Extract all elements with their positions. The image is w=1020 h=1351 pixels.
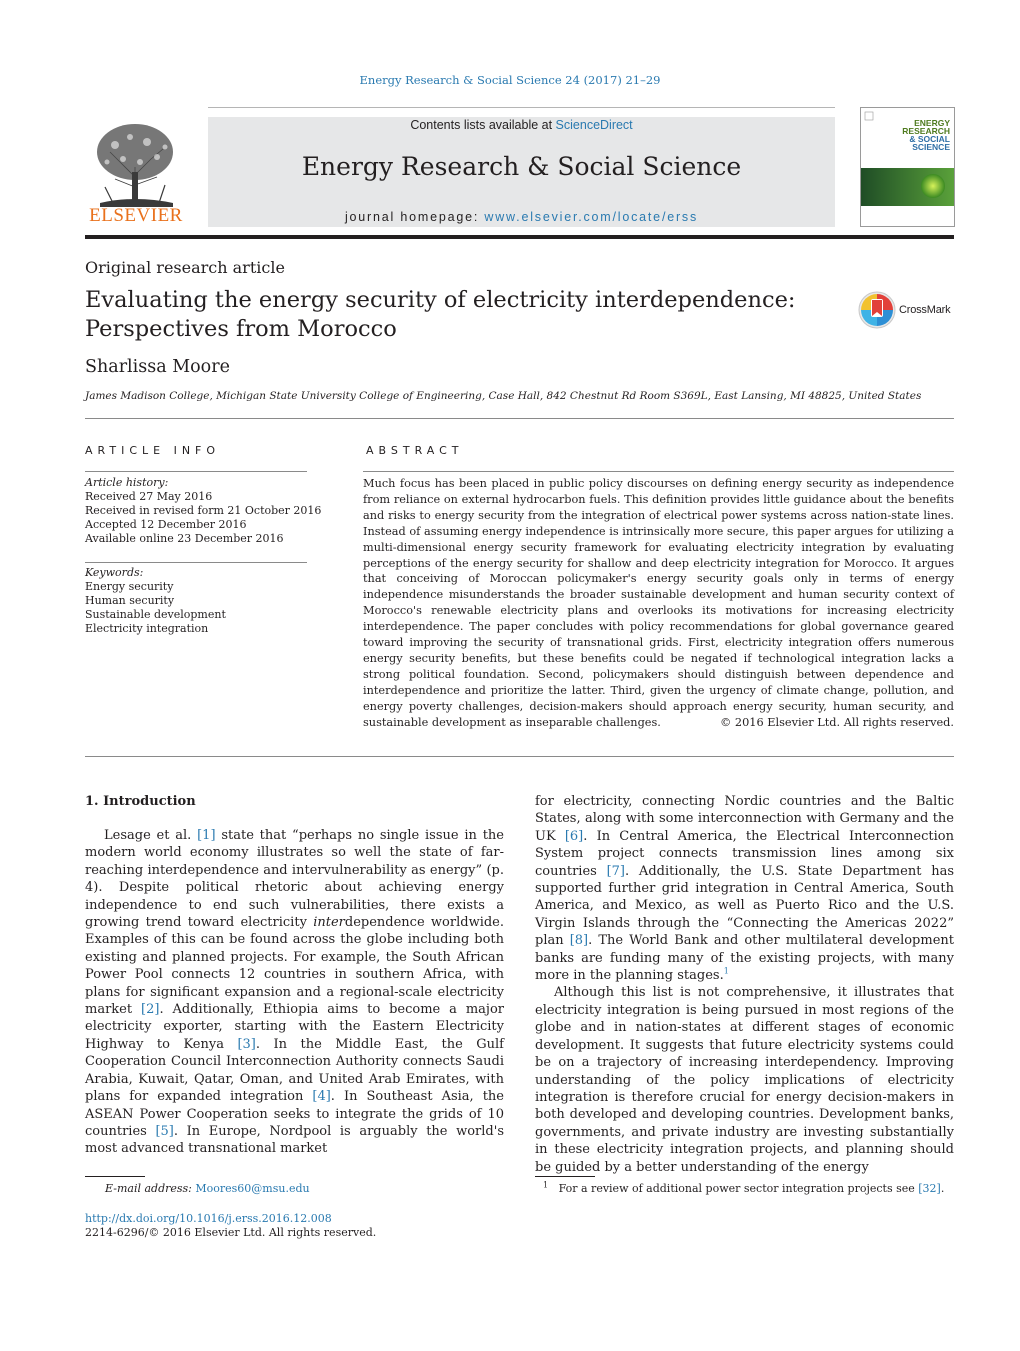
header-thick-rule bbox=[85, 235, 954, 239]
article-info-heading: ARTICLE INFO bbox=[85, 444, 221, 457]
citation-link[interactable]: [3] bbox=[237, 1036, 256, 1052]
crossmark-label[interactable]: CrossMark bbox=[899, 304, 951, 316]
doi-link[interactable]: http://dx.doi.org/10.1016/j.erss.2016.12.008 bbox=[85, 1212, 332, 1225]
keyword-item: Energy security bbox=[85, 580, 174, 593]
intro-paragraph-1-continued: for electricity, connecting Nordic countries and the Baltic States, along with some interconnection with Germany and the UK [6]. In Central America, the Electrical Interconnection System project connects transmission lines among six countries [7]. Additionally, the U.S. State Department has supported further grid integration in Central America, South America, and Mexico, as well as Puerto Rico and the U.S. Virgin Islands through the “Connecting the Americas 2022” plan [8]. The World Bank and other multilateral development banks are funding many of the existing projects, with many more in the planning stages.$^1$ bbox=[535, 794, 954, 984]
history-online: Available online 23 December 2016 bbox=[85, 532, 284, 545]
keyword-item: Sustainable development bbox=[85, 608, 226, 621]
journal-reference[interactable]: Energy Research & Social Science 24 (2017) 21–29 bbox=[359, 73, 661, 87]
intro-paragraph-1: Lesage et al. [1] state that “perhaps no single issue in the modern world economy illustrates so well the state of far-reaching interdependence and intervulnerability as energy” (p. 4). Despite political rhetoric about achieving energy independence to end such vulnerabilities, there exists a growing trend toward electricity interdependence worldwide. Examples of this can be found across the globe including both existing and planned projects. For example, the South African Power Pool connects 12 countries in southern Africa, with plans for significant expansion and a regional-scale electricity market [2]. Additionally, Ethiopia aims to become a major electricity exporter, starting with the Eastern Electricity Highway to Kenya [3]. In the Middle East, the Gulf Cooperation Council Interconnection Authority connects Saudi Arabia, Kuwait, Qatar, Oman, and United Arab Emirates, with plans for expanded integration [4]. In Southeast Asia, the ASEAN Power Cooperation seeks to integrate the grids of 10 countries [5]. In Europe, Nordpool is arguably the world's most advanced transnational market bbox=[85, 828, 505, 1157]
history-revised: Received in revised form 21 October 2016 bbox=[85, 504, 322, 517]
publisher-logo-text: ELSEVIER bbox=[89, 205, 183, 226]
citation-link[interactable]: [2] bbox=[141, 1002, 160, 1018]
footnote-rule-left bbox=[85, 1176, 145, 1177]
article-info-rule-2 bbox=[85, 562, 307, 563]
citation-link[interactable]: [8] bbox=[569, 933, 589, 949]
citation-link[interactable]: [7] bbox=[606, 863, 626, 879]
cover-title-line-1: ENERGY bbox=[914, 118, 950, 128]
cover-title-line-4: SCIENCE bbox=[912, 142, 950, 152]
abstract-heading: ABSTRACT bbox=[366, 444, 464, 457]
article-info-rule-1 bbox=[85, 471, 307, 472]
footnote-rule-right bbox=[535, 1176, 595, 1177]
footnote-ref-link[interactable]: 1 bbox=[723, 966, 729, 976]
abstract-text: Much focus has been placed in public policy discourses on defining energy security as independence from reliance on external hydrocarbon fuels. This definition provides little guidance about the benefits and risks to energy security from the integration of electrical power systems across nation-state lines. Instead of assuming energy independence is intrinsically more secure, this paper argues for utilizing a multi-dimensional energy security framework for evaluating electricity integration by evaluating perceptions of the energy security for shallow and deep electricity integration for Morocco. It argues that conceiving of Moroccan policymaker's energy security goals only in terms of energy independence misunderstands the broader sustainable development and human security context of Morocco's renewable electricity plans and overlooks its motivations for increasing electricity interdependence. The paper concludes with policy recommendations for global governance geared toward improving the security of transnational grids. First, electricity integration offers numerous energy security benefits, but these benefits could be negated if technological integration lacks a strong political foundation. Second, policymakers should distinguish between dependence and interdependence and prioritize the latter. Third, given the urgency of climate change, pollution, and energy poverty challenges, decision-makers should approach energy security, human security, and sustainable development as inseparable challenges. bbox=[363, 477, 954, 729]
journal-homepage-line: journal homepage: www.elsevier.com/locate/erss bbox=[344, 210, 699, 224]
author-affiliation: James Madison College, Michigan State University College of Engineering, Case Hall, 842 Chestnut Rd Room S369L, East Lansing, MI 48825, United States bbox=[85, 390, 922, 402]
history-accepted: Accepted 12 December 2016 bbox=[85, 518, 247, 531]
journal-cover-thumbnail[interactable] bbox=[860, 107, 955, 227]
body-column-right bbox=[535, 793, 954, 1176]
history-received: Received 27 May 2016 bbox=[85, 490, 213, 503]
contents-line: Contents lists available at ScienceDirect bbox=[410, 118, 633, 132]
keyword-item: Human security bbox=[85, 594, 175, 607]
citation-link[interactable]: [6] bbox=[564, 828, 584, 844]
journal-title: Energy Research & Social Science bbox=[301, 152, 742, 181]
header-top-rule bbox=[208, 107, 835, 108]
sciencedirect-link[interactable]: ScienceDirect bbox=[555, 118, 633, 132]
issn-copyright: 2214-6296/© 2016 Elsevier Ltd. All rights reserved. bbox=[85, 1226, 377, 1239]
journal-cover-art-icon bbox=[861, 108, 954, 226]
citation-link[interactable]: [1] bbox=[197, 828, 216, 843]
abstract-copyright: © 2016 Elsevier Ltd. All rights reserved. bbox=[720, 716, 954, 729]
article-history-label: Article history: bbox=[85, 476, 169, 489]
article-type: Original research article bbox=[85, 258, 285, 277]
cover-title-line-3: & SOCIAL bbox=[909, 134, 950, 144]
author-email-line: E-mail address: Moores60@msu.edu bbox=[105, 1182, 310, 1195]
abstract-rule bbox=[363, 471, 954, 472]
section-heading-introduction: 1. Introduction bbox=[85, 794, 196, 809]
author-email-link[interactable]: Moores60@msu.edu bbox=[195, 1182, 310, 1195]
keywords-label: Keywords: bbox=[85, 566, 144, 579]
article-title-line-2: Perspectives from Morocco bbox=[85, 316, 397, 342]
footnote-1: $^1$ For a review of additional power sector integration projects see [32]. bbox=[543, 1180, 945, 1195]
title-block-rule bbox=[85, 418, 954, 419]
citation-link[interactable]: [32] bbox=[918, 1182, 941, 1195]
body-column-left bbox=[85, 827, 504, 1158]
citation-link[interactable]: [5] bbox=[155, 1123, 174, 1139]
cover-title-line-2: RESEARCH bbox=[902, 126, 950, 136]
keyword-item: Electricity integration bbox=[85, 622, 209, 635]
abstract-bottom-rule bbox=[85, 756, 954, 757]
intro-paragraph-2: Although this list is not comprehensive, it illustrates that electricity integration is being pursued in most regions of the globe and in nation-states at different stages of economic development. It suggests that future electricity systems could be on a trajectory of increasing interdependency. Improving understanding of the policy implications of electricity integration is therefore crucial for energy decision-makers in both developed and developing countries. Development banks, governments, and private industry are investing substantially in these electricity integration projects, and planning should be guided by a better understanding of the energy bbox=[535, 985, 954, 1175]
journal-homepage-link[interactable]: www.elsevier.com/locate/erss bbox=[484, 210, 699, 224]
citation-link[interactable]: [4] bbox=[312, 1089, 331, 1105]
article-title-line-1: Evaluating the energy security of electricity interdependence: bbox=[85, 287, 796, 313]
author-name: Sharlissa Moore bbox=[85, 357, 230, 377]
